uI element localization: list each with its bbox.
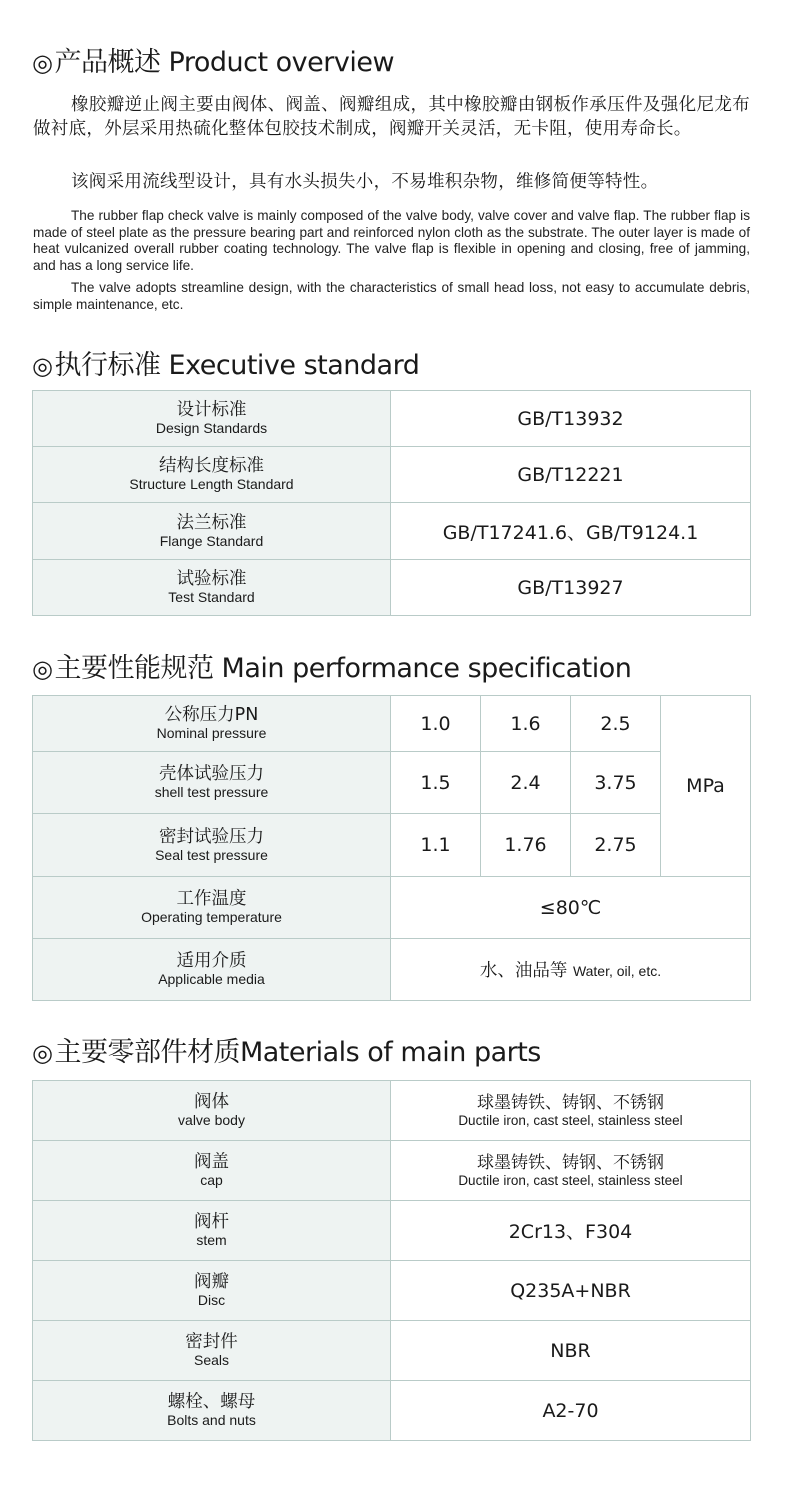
performance-value: 1.1	[391, 814, 481, 877]
standard-label-en: Test Standard	[168, 589, 255, 605]
material-part-en: Disc	[197, 1292, 226, 1308]
material-value-cn: 球墨铸铁、铸钢、不锈钢	[477, 1092, 664, 1113]
media-value-cn: 水、油品等	[479, 961, 568, 981]
overview-en-paragraph-1: The rubber flap check valve is mainly composed of the valve body, valve cover and valve flap. The rubber flap is made of steel plate as the pressure bearing part and reinforced nylon cloth as the substrate. The outer layer is made of heat vulcanized overall rubber coating technology. The valve flap is flexible in opening and closing, free of jamming, and has a long service life.	[33, 208, 750, 273]
standard-label	[33, 391, 391, 447]
standard-label-cn: 试验标准	[176, 569, 247, 589]
performance-value: 1.5	[391, 752, 481, 814]
standard-label	[33, 560, 391, 616]
performance-value: 2.75	[571, 814, 661, 877]
standard-label-en: Structure Length Standard	[129, 476, 294, 492]
temperature-label-cn: 工作温度	[176, 889, 247, 909]
standard-value: GB/T12221	[391, 447, 751, 503]
standards-title-cn: 执行标准	[54, 350, 161, 381]
performance-value: 1.76	[481, 814, 571, 877]
material-part-cn: 阀瓣	[194, 1272, 229, 1292]
standard-label-cn: 法兰标准	[176, 512, 247, 533]
standard-value: GB/T13932	[391, 391, 751, 447]
overview-title-cn: 产品概述	[54, 47, 161, 78]
bullseye-icon: ◎	[32, 1039, 53, 1067]
performance-title-en: Main performance specification	[221, 653, 632, 684]
table-row	[33, 1141, 751, 1201]
bullseye-icon: ◎	[32, 49, 53, 77]
performance-value: 3.75	[571, 752, 661, 814]
material-value: Q235A+NBR	[391, 1261, 751, 1321]
material-value	[391, 1141, 751, 1201]
material-part-label	[33, 1261, 391, 1321]
table-row	[33, 696, 751, 752]
standards-title	[32, 349, 419, 383]
temperature-label	[33, 877, 391, 939]
material-value-en: Ductile iron, cast steel, stainless steel	[458, 1172, 683, 1188]
overview-title-en: Product overview	[168, 47, 395, 78]
performance-value: 2.4	[481, 752, 571, 814]
performance-label-cn: 密封试验压力	[159, 826, 264, 847]
standard-value: GB/T17241.6、GB/T9124.1	[391, 503, 751, 560]
performance-title-cn: 主要性能规范	[54, 653, 214, 684]
table-row	[33, 447, 751, 503]
material-value: A2-70	[391, 1381, 751, 1441]
table-row	[33, 1261, 751, 1321]
media-label	[33, 939, 391, 1001]
performance-title	[32, 652, 631, 686]
performance-unit: MPa	[661, 696, 751, 877]
table-row	[33, 1321, 751, 1381]
material-part-label	[33, 1141, 391, 1201]
material-part-label	[33, 1321, 391, 1381]
performance-value: 1.0	[391, 696, 481, 752]
table-row	[33, 1201, 751, 1261]
bullseye-icon: ◎	[32, 352, 53, 380]
material-value	[391, 1081, 751, 1141]
table-row	[33, 939, 751, 1001]
material-part-label	[33, 1081, 391, 1141]
performance-label	[33, 696, 391, 752]
material-part-cn: 阀盖	[194, 1152, 229, 1172]
material-part-en: Seals	[193, 1352, 230, 1368]
temperature-value: ≤80℃	[391, 877, 751, 939]
standard-value: GB/T13927	[391, 560, 751, 616]
material-part-en: Bolts and nuts	[167, 1412, 256, 1428]
material-part-en: cap	[200, 1172, 223, 1188]
overview-title	[32, 46, 394, 80]
table-row	[33, 391, 751, 447]
performance-label-en: shell test pressure	[154, 784, 269, 800]
material-part-label	[33, 1201, 391, 1261]
overview-cn-paragraph-1: 橡胶瓣逆止阀主要由阀体、阀盖、阀瓣组成，其中橡胶瓣由钢板作承压件及强化尼龙布做衬底，外层采用热硫化整体包胶技术制成，阀瓣开关灵活，无卡阻，使用寿命长。	[33, 95, 750, 139]
media-label-cn: 适用介质	[176, 951, 247, 971]
performance-label-cn: 公称压力PN	[164, 705, 259, 725]
materials-title-cn: 主要零部件材质	[54, 1037, 240, 1068]
media-value	[391, 939, 751, 1001]
material-value: NBR	[391, 1321, 751, 1381]
temperature-label-en: Operating temperature	[141, 909, 282, 925]
table-row	[33, 1381, 751, 1441]
material-part-en: stem	[196, 1232, 227, 1248]
overview-en-paragraph-2: The valve adopts streamline design, with the characteristics of small head loss, not easy to accumulate debris, simple maintenance, etc.	[33, 280, 750, 312]
material-value-en: Ductile iron, cast steel, stainless steel	[458, 1112, 683, 1128]
performance-value: 2.5	[571, 696, 661, 752]
table-row	[33, 752, 751, 814]
standard-label-en: Design Standards	[155, 420, 268, 436]
material-value-cn: 球墨铸铁、铸钢、不锈钢	[477, 1152, 664, 1173]
media-value-en: Water, oil, etc.	[572, 963, 662, 979]
table-row	[33, 560, 751, 616]
performance-label	[33, 814, 391, 877]
materials-table	[32, 1080, 751, 1441]
materials-title	[32, 1036, 541, 1070]
materials-title-en: Materials of main parts	[239, 1037, 541, 1068]
table-row	[33, 814, 751, 877]
standard-label	[33, 503, 391, 560]
material-part-cn: 螺栓、螺母	[167, 1392, 256, 1412]
standards-table	[32, 390, 751, 616]
material-value: 2Cr13、F304	[391, 1201, 751, 1261]
table-row	[33, 1081, 751, 1141]
performance-label	[33, 752, 391, 814]
standard-label-en: Flange Standard	[159, 532, 264, 549]
performance-label-en: Seal test pressure	[155, 846, 268, 863]
material-part-cn: 阀体	[194, 1092, 229, 1112]
material-part-label	[33, 1381, 391, 1441]
table-row	[33, 503, 751, 560]
table-row	[33, 877, 751, 939]
standards-title-en: Executive standard	[168, 350, 420, 381]
performance-value: 1.6	[481, 696, 571, 752]
standard-label-cn: 结构长度标准	[159, 456, 264, 476]
material-part-en: valve body	[178, 1112, 245, 1128]
standard-label	[33, 447, 391, 503]
material-part-cn: 密封件	[185, 1332, 238, 1352]
material-part-cn: 阀杆	[194, 1212, 229, 1232]
performance-table	[32, 695, 751, 1001]
overview-cn-paragraph-2: 该阀采用流线型设计，具有水头损失小，不易堆积杂物，维修简便等特性。	[71, 172, 659, 192]
bullseye-icon: ◎	[32, 655, 53, 683]
performance-label-en: Nominal pressure	[156, 725, 267, 741]
performance-label-cn: 壳体试验压力	[159, 764, 264, 784]
media-label-en: Applicable media	[158, 971, 265, 987]
standard-label-cn: 设计标准	[176, 400, 247, 420]
